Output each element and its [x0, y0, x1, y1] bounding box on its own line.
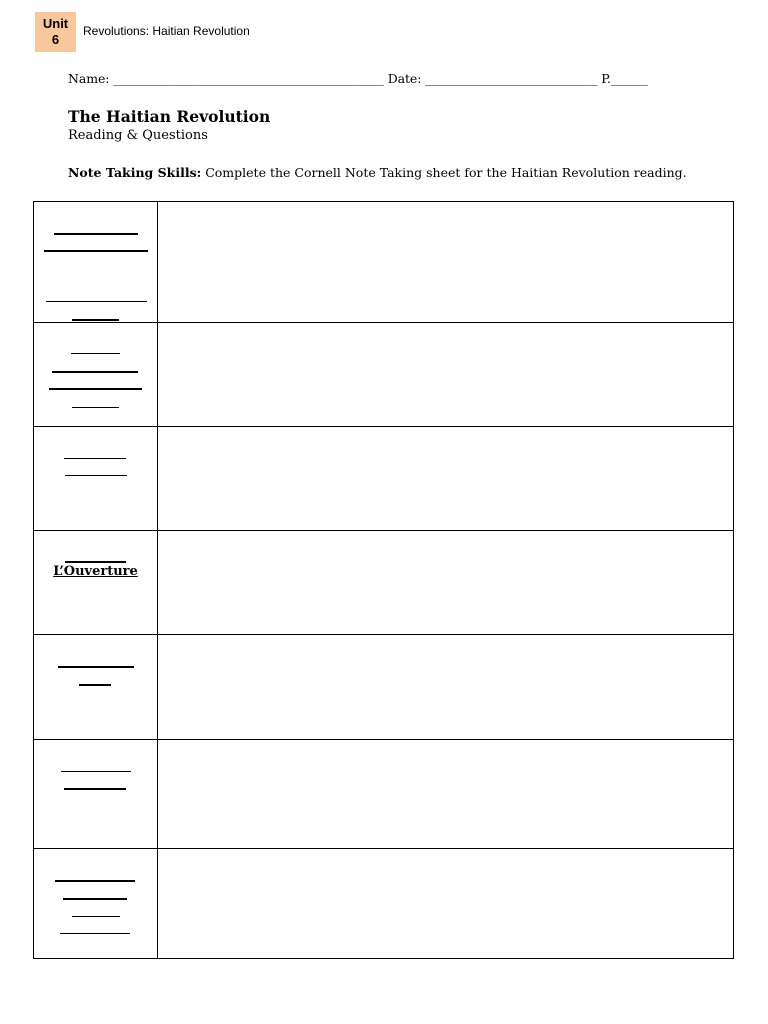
student-info-line[interactable]: Name: ____________________________________________ Date: ____________________________ P.______ — [68, 71, 648, 86]
notes-row — [34, 427, 734, 531]
notes-cell[interactable] — [158, 635, 734, 740]
blank-line — [63, 898, 127, 900]
cornell-notes-table — [33, 201, 734, 959]
cue-cell[interactable] — [34, 849, 158, 959]
notes-cell[interactable] — [158, 323, 734, 427]
blank-line — [71, 353, 120, 354]
notes-row — [34, 323, 734, 427]
notes-row — [34, 531, 734, 635]
blank-line — [72, 916, 120, 917]
cue-cell[interactable] — [34, 323, 158, 427]
blank-line — [58, 666, 134, 668]
blank-line — [64, 458, 126, 459]
blank-line — [55, 880, 135, 882]
unit-label: Unit — [42, 16, 69, 31]
blank-line — [65, 561, 126, 563]
notes-cell[interactable] — [158, 740, 734, 849]
blank-line — [61, 771, 131, 772]
header-title: Revolutions: Haitian Revolution — [83, 24, 250, 38]
notes-row — [34, 635, 734, 740]
blank-line — [46, 301, 147, 302]
notes-row — [34, 202, 734, 323]
instructions-text: Complete the Cornell Note Taking sheet for the Haitian Revolution reading. — [201, 165, 687, 180]
instructions — [68, 165, 687, 180]
cue-term: L’Ouverture — [53, 564, 138, 579]
notes-cell[interactable] — [158, 427, 734, 531]
notes-row — [34, 849, 734, 959]
document-title: The Haitian Revolution — [68, 107, 271, 126]
unit-number: 6 — [51, 32, 60, 47]
blank-line — [64, 788, 126, 790]
blank-line — [49, 388, 142, 390]
notes-cell[interactable] — [158, 202, 734, 323]
blank-line — [60, 933, 130, 934]
document-subtitle: Reading & Questions — [68, 128, 208, 143]
blank-line — [52, 371, 138, 373]
cue-cell[interactable] — [34, 740, 158, 849]
cue-cell[interactable] — [34, 427, 158, 531]
blank-line — [72, 407, 119, 408]
blank-line — [72, 319, 119, 321]
instructions-label: Note Taking Skills: — [68, 165, 202, 180]
blank-line — [44, 250, 148, 252]
cue-cell[interactable] — [34, 635, 158, 740]
notes-cell[interactable] — [158, 849, 734, 959]
unit-badge — [35, 12, 76, 52]
blank-line — [65, 475, 127, 476]
blank-line — [54, 233, 138, 235]
notes-cell[interactable] — [158, 531, 734, 635]
notes-row — [34, 740, 734, 849]
blank-line — [79, 684, 111, 686]
cue-cell[interactable] — [34, 202, 158, 323]
cue-cell[interactable] — [34, 531, 158, 635]
